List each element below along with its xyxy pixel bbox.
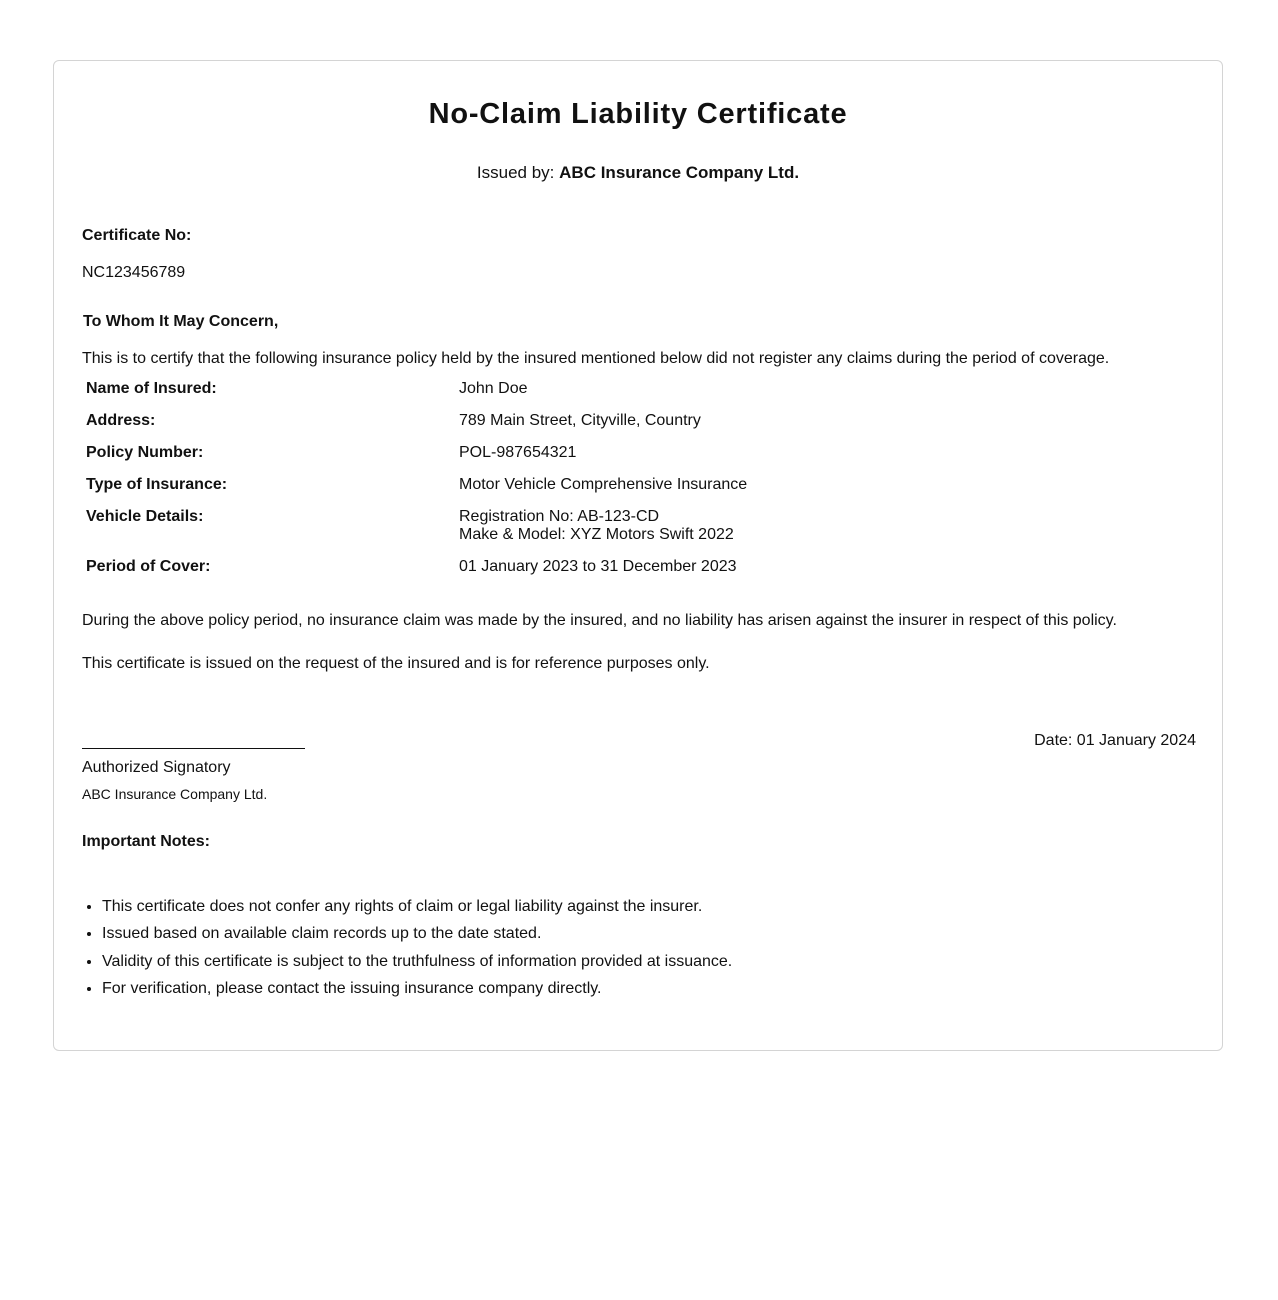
detail-value: Motor Vehicle Comprehensive Insurance bbox=[459, 476, 748, 493]
detail-value: John Doe bbox=[459, 380, 528, 397]
certificate-card bbox=[53, 60, 1223, 1051]
signatory-company: ABC Insurance Company Ltd. bbox=[82, 786, 268, 802]
detail-label: Period of Cover: bbox=[86, 558, 211, 575]
certificate-title: No-Claim Liability Certificate bbox=[428, 98, 848, 130]
detail-label: Address: bbox=[86, 412, 156, 429]
statement-paragraph: During the above policy period, no insurance claim was made by the insured, and no liability has arisen against the insurer in respect of this policy. bbox=[82, 612, 1117, 629]
detail-value: 789 Main Street, Cityville, Country bbox=[459, 412, 701, 429]
list-item: • This certificate does not confer any rights of claim or legal liability against the insurer. bbox=[102, 897, 732, 924]
issuer-name: ABC Insurance Company Ltd. bbox=[559, 163, 800, 182]
list-item: • For verification, please contact the issuing insurance company directly. bbox=[102, 979, 732, 1006]
certificate-no-value: NC123456789 bbox=[82, 264, 186, 281]
notes-heading: Important Notes: bbox=[82, 833, 210, 850]
detail-label: Type of Insurance: bbox=[86, 476, 228, 493]
issue-date: Date: 01 January 2024 bbox=[1034, 732, 1196, 749]
vehicle-registration: Registration No: AB-123-CD bbox=[459, 508, 660, 525]
vehicle-make-model: Make & Model: XYZ Motors Swift 2022 bbox=[459, 526, 734, 543]
detail-value: POL-987654321 bbox=[459, 444, 577, 461]
detail-label: Vehicle Details: bbox=[86, 508, 204, 525]
detail-value: 01 January 2023 to 31 December 2023 bbox=[459, 558, 737, 575]
issuer-line bbox=[54, 163, 1222, 183]
list-item: • Validity of this certificate is subject to the truthfulness of information provided at issuance. bbox=[102, 952, 732, 979]
signature-line bbox=[82, 748, 305, 749]
issued-by-label: Issued by: bbox=[476, 163, 555, 182]
signatory-title: Authorized Signatory bbox=[82, 759, 231, 776]
purpose-paragraph: This certificate is issued on the request of the insured and is for reference purposes only. bbox=[82, 655, 710, 672]
detail-value bbox=[459, 508, 734, 544]
certificate-no-label: Certificate No: bbox=[82, 227, 192, 244]
notes-list bbox=[82, 897, 732, 1006]
detail-label: Name of Insured: bbox=[86, 380, 217, 397]
list-item: • Issued based on available claim records up to the date stated. bbox=[102, 924, 732, 951]
detail-label: Policy Number: bbox=[86, 444, 204, 461]
salutation: To Whom It May Concern, bbox=[83, 313, 279, 330]
intro-paragraph: This is to certify that the following insurance policy held by the insured mentioned below did not register any claims during the period of coverage. bbox=[82, 350, 1110, 367]
